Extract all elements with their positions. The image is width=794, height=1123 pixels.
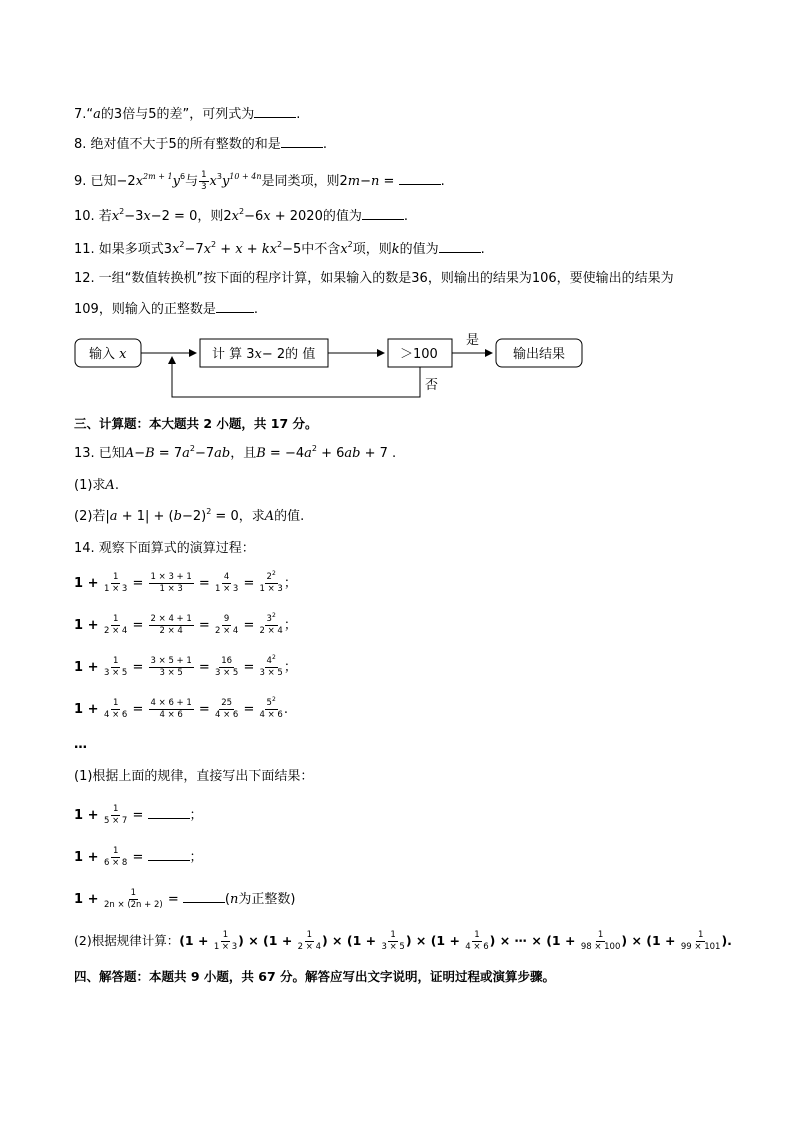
fraction: $\frac{1}{3}$ [201,170,207,192]
pattern-row: 1 + $\frac{1}{2 \times 4}$ = $\frac{2 \times 4 + 1}{2 \times 4}$ = $\frac{9}{2 \times 4}$ = $\frac{3^2}{2 \times 4}$ ； [74,612,297,636]
answer-blank[interactable] [183,890,225,903]
answer-blank[interactable] [281,135,323,148]
answer-blank[interactable] [216,300,254,313]
result-row: 1 + $\frac{1}{6 \times 8}$ = ； [74,846,203,868]
answer-blank[interactable] [148,806,190,819]
question-7: 7.“a的3倍与5的差”，可列式为 . [74,107,301,122]
question-13-part-1: (1)求A. [74,478,119,493]
yes-label: 是 [466,333,480,348]
section-4-title: 四、解答题：本题共 9 小题，共 67 分。解答应写出文字说明，证明过程或演算步骤。 [74,969,556,984]
pattern-row: 1 + $\frac{1}{1 \times 3}$ = $\frac{1 \times 3 + 1}{1 \times 3}$ = $\frac{4}{1 \times 3}$ = $\frac{2^2}{1 \times 3}$ ； [74,570,297,594]
pattern-row: 1 + $\frac{1}{3 \times 5}$ = $\frac{3 \times 5 + 1}{3 \times 5}$ = $\frac{16}{3 \times 5}$ = $\frac{4^2}{3 \times 5}$ ； [74,654,297,678]
compute-label: 计 算 3x− 2的 值 [212,347,316,362]
question-13-part-2: (2)若$|a + 1| + (b-2)^2 = 0$，求A的值. [74,507,305,524]
question-13: 13. 已知$A-B = 7a^2-7ab$，且$B = -4a^2 + 6ab + 7$ . [74,444,397,461]
question-11: 11. 如果多项式$3x^2-7x^2 + x + kx^2-5$中不含$x^2$项，则k的值为 . [74,240,485,257]
compare-label: ＞100 [400,347,438,362]
answer-blank[interactable] [362,207,404,220]
result-row: 1 + $\frac{1}{2n \times (2n + 2)}$ = (n为正整数) [74,888,296,910]
answer-blank[interactable] [254,105,296,118]
question-8: 8. 绝对值不大于5的所有整数的和是 . [74,137,327,152]
answer-blank[interactable] [439,240,481,253]
pattern-row: 1 + $\frac{1}{4 \times 6}$ = $\frac{4 \times 6 + 1}{4 \times 6}$ = $\frac{25}{4 \times 6}$ = $\frac{5^2}{4 \times 6}$ . [74,696,288,720]
ellipsis: … [74,737,87,752]
question-14-intro: 14. 观察下面算式的演算过程： [74,541,255,556]
no-label: 否 [425,378,439,393]
question-number: 7. [74,107,87,122]
question-14-part-1: (1)根据上面的规律，直接写出下面结果： [74,769,314,784]
section-3-title: 三、计算题：本大题共 2 小题，共 17 分。 [74,416,318,431]
output-label: 输出结果 [513,347,566,362]
question-14-part-2: (2)根据规律计算：(1 + $\frac{1}{1 \times 3}$ ) × (1 + $\frac{1}{2 \times 4}$ ) × (1 + $\frac{1}{3 \times 5}$ ) × (1 + $\frac{1}{4 \times 6}$ ) × ⋯ × (1 + $\frac{1}{98 \times 100}$ ) × (1 + $\frac{1}{99 \times 101}$ ). [74,930,732,952]
answer-blank[interactable] [148,848,190,861]
question-12-line-1: 12. 一组“数值转换机”按下面的程序计算，如果输入的数是36，则输出的结果为106，要使输出的结果为 [74,271,674,286]
input-label: 输入 x [89,347,127,362]
answer-blank[interactable] [399,172,441,185]
question-9: 9. 已知$-2x^{2m + 1}y^6$与 $\frac{1}{3}$ $x^3y^{10 + 4n}$是同类项，则2m−n = . [74,170,445,192]
question-12-line-2: 109，则输入的正整数是 . [74,302,258,317]
question-10: 10. 若$x^2-3x-2 = 0$，则$2x^2-6x + 2020$的值为 . [74,207,408,224]
result-row: 1 + $\frac{1}{5 \times 7}$ = ； [74,804,203,826]
flowchart [70,330,590,402]
